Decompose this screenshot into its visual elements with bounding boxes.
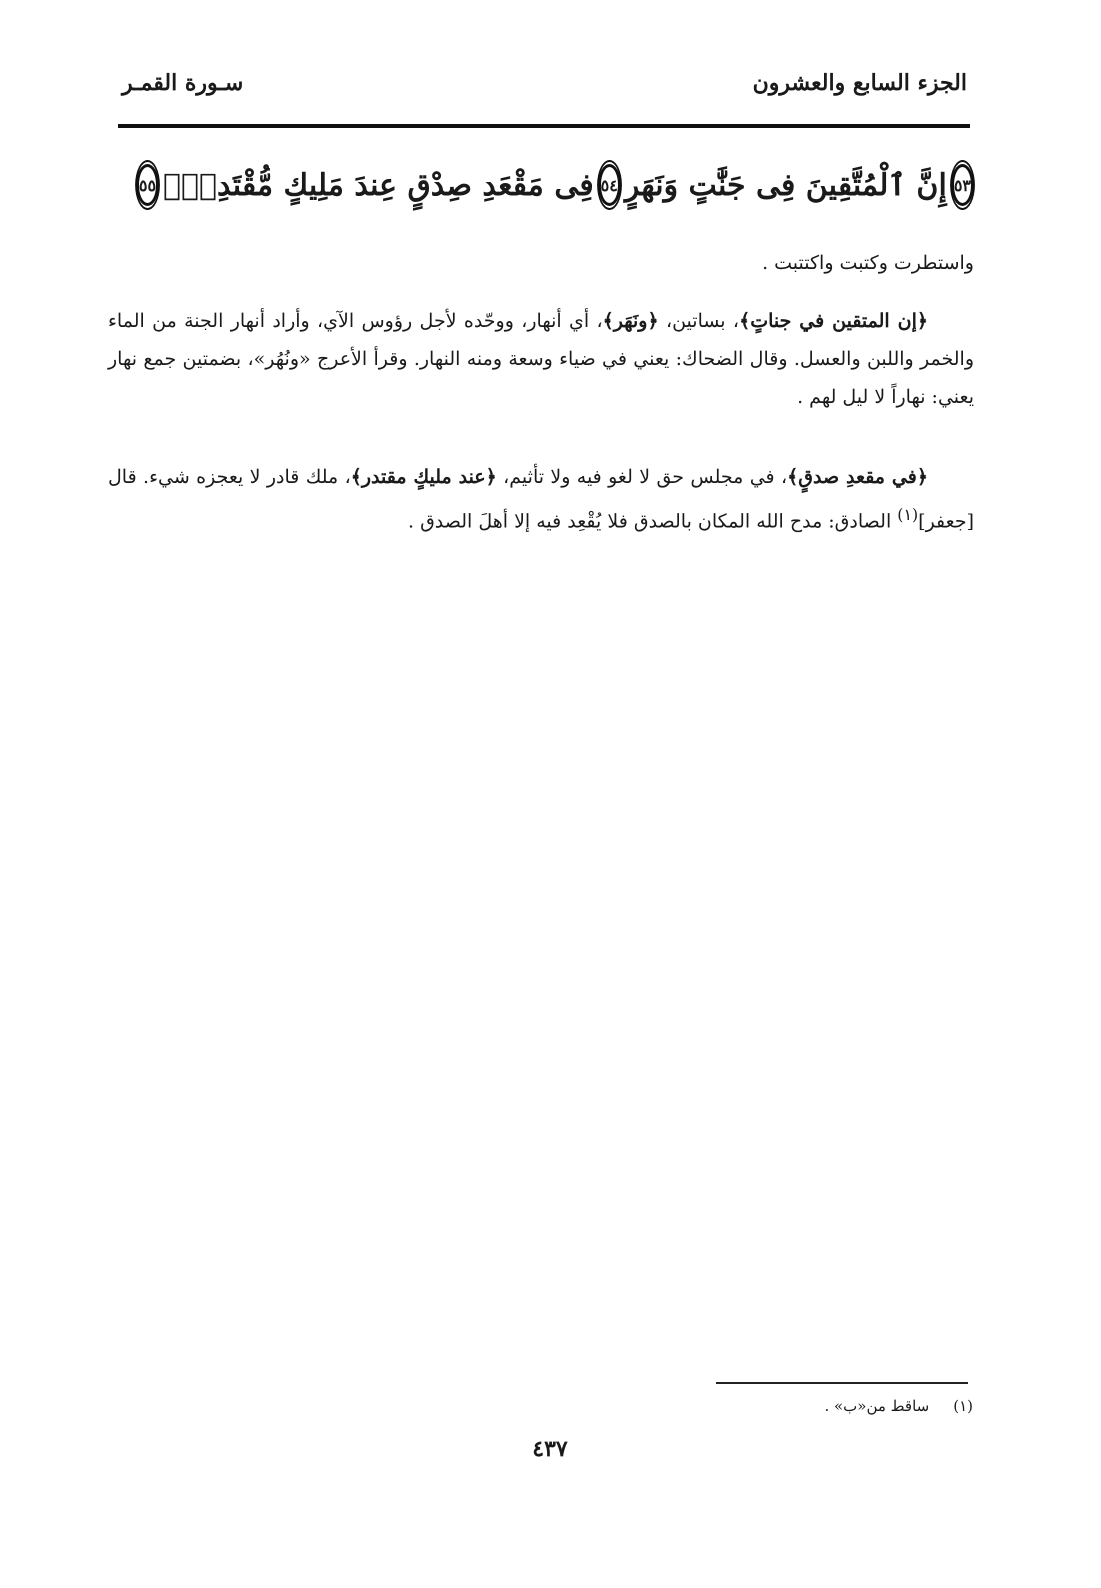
ayah-marker-55: ٥٥	[136, 164, 159, 206]
quote-inda-malik-muqtadir: ﴿عند مليكٍ مقتدر﴾	[350, 466, 497, 488]
paragraph-verse-54-commentary	[108, 302, 974, 416]
quran-verses-line	[138, 150, 978, 220]
ayah-marker-53: ٥٣	[951, 164, 974, 206]
commentary-text: الصادق: مدح الله المكان بالصدق فلا يُقْعِد فيه إلا أهلَ الصدق .	[407, 510, 898, 533]
juz-title: الجزء السابع والعشرون	[752, 70, 967, 96]
footnote-text: ساقط من«ب» .	[824, 1397, 930, 1415]
commentary-text: ، في مجلس حق لا لغو فيه ولا تأثيم،	[496, 466, 788, 488]
ayah-marker-54: ٥٤	[598, 164, 621, 206]
paragraph-continuation: واستطرت وكتبت واكتتبت .	[762, 252, 974, 274]
footnote-rule	[716, 1382, 968, 1384]
surah-title: سـورة القمـر	[122, 70, 244, 96]
footnote-number: (١)	[953, 1397, 973, 1415]
verse-55-text: فِى مَقْعَدِ صِدْقٍ عِندَ مَلِيكٍ مُّقْتَدِرٍۭ	[163, 167, 594, 203]
header-rule	[118, 124, 970, 128]
quote-fi-maqad-sidq: ﴿في مقعدِ صدقٍ﴾	[787, 466, 928, 488]
commentary-text: ، أي أنهار، ووحّده لأجل رؤوس الآي، وأراد أنهار الجنة من الماء والخمر واللبن والعسل. وقال الضحاك: يعني في ضياء وسعة ومنه النهار. وقرأ الأعرج «ونُهُر»، بضمتين جمع نهار يعني: نهاراً لا ليل لهم .	[108, 310, 974, 408]
page-number: ٤٣٧	[532, 1436, 568, 1462]
quote-wa-nahar: ﴿ونَهَر﴾	[602, 310, 659, 332]
footnote-reference: (١)	[897, 505, 919, 524]
commentary-text: ، بساتين،	[658, 310, 740, 332]
running-head	[112, 70, 967, 110]
commentary-text: ، ملك قادر لا يعجزه شيء. قال [جعفر]	[108, 466, 974, 533]
paragraph-verse-55-commentary	[108, 458, 974, 540]
footnote	[824, 1392, 973, 1420]
verse-54-text: إِنَّ ٱلْمُتَّقِينَ فِى جَنَّٰتٍ وَنَهَرٍ	[624, 167, 947, 203]
quote-inna-al-muttaqin: ﴿إن المتقين في جناتٍ﴾	[739, 310, 928, 332]
